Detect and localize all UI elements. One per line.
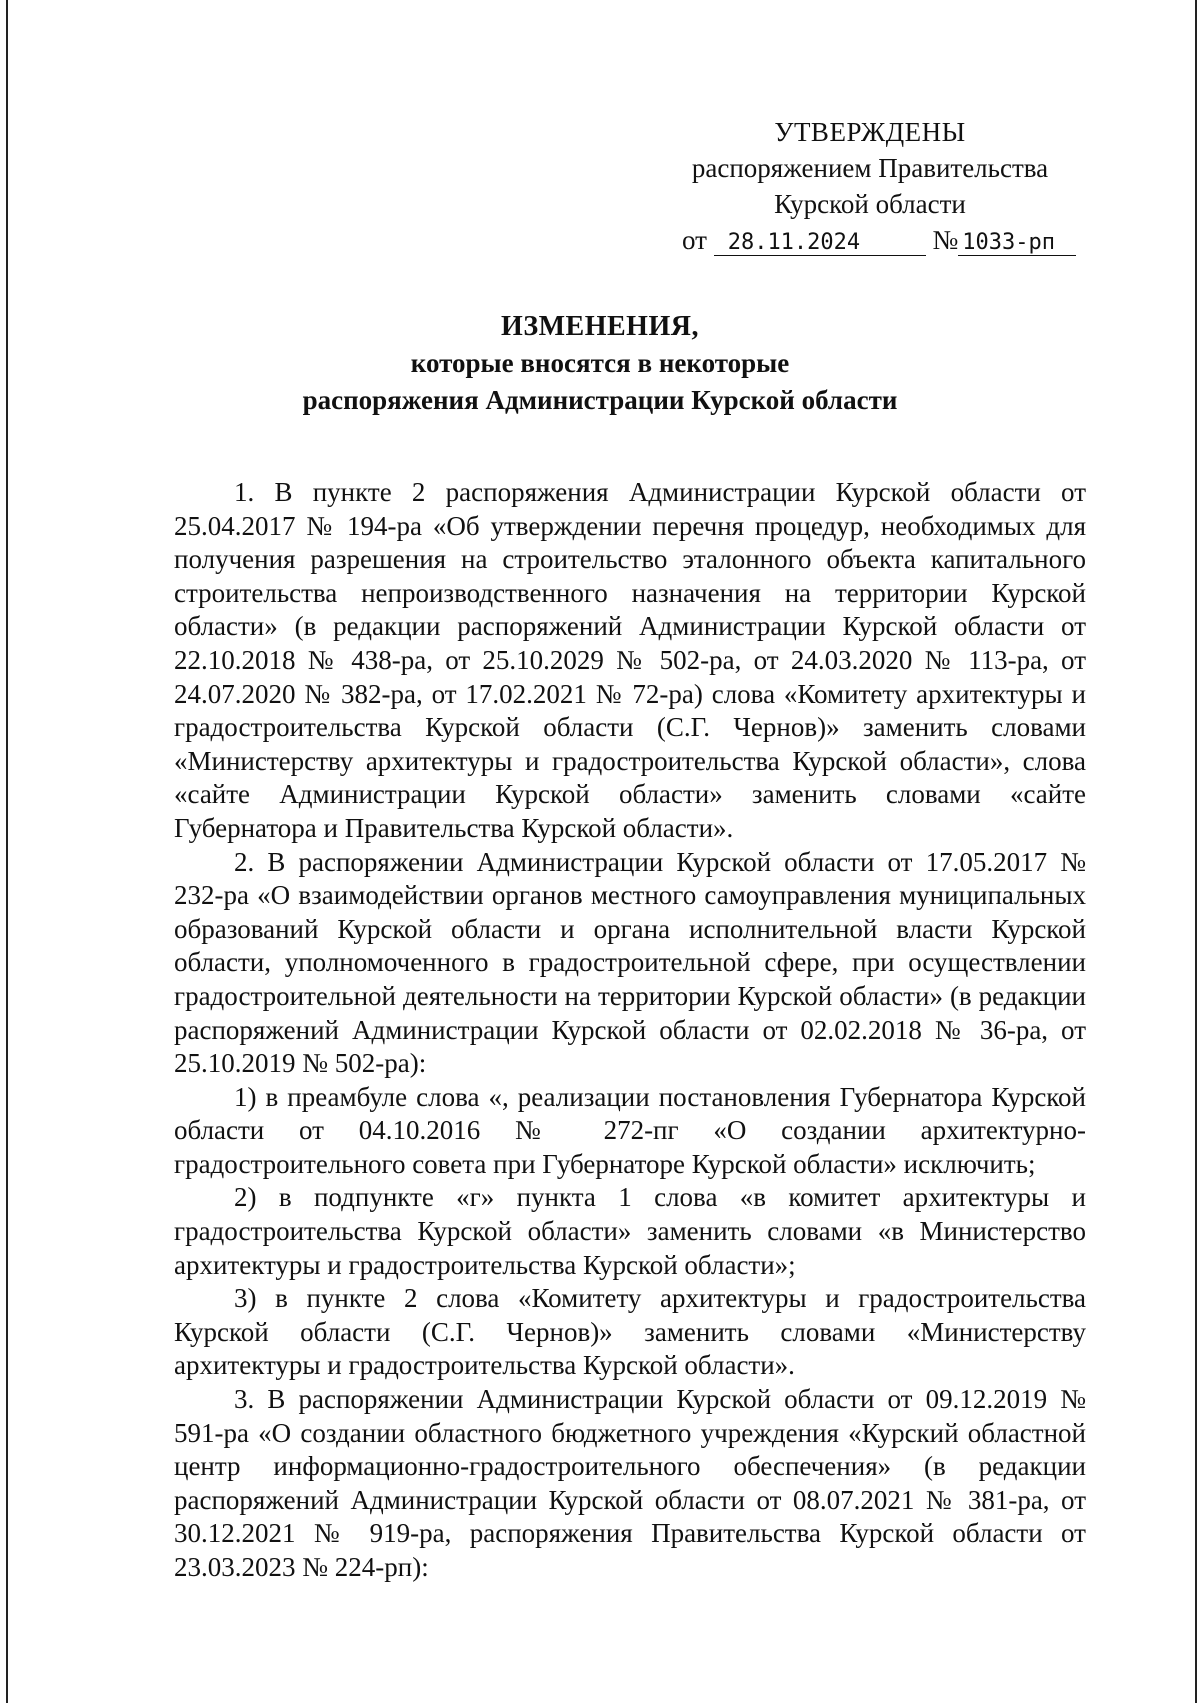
heading-title: ИЗМЕНЕНИЯ, <box>501 311 699 342</box>
paragraph-item-2: 2. В распоряжении Администрации Курской области от 17.05.2017 № 232-ра «О взаимодействии органов местного самоуправления муниципальных образований Курской области и органа исполнительной власти Курской области, уполномоченного в градостроительной сфере, при осуществлении градостроительной деятельности на территории Курской области» (в редакции распоряжений Администрации Курской области от 02.02.2018 № 36-ра, от 25.10.2019 № 502-ра): <box>174 846 1086 1079</box>
approval-line-2: распоряжением Правительства <box>691 153 1049 183</box>
date-prefix: от <box>682 225 707 255</box>
paragraph-subitem-1: 1) в преамбуле слова «, реализации постановления Губернатора Курской области от 04.10.2016 № 272-пг «О создании архитектурно-градостроительного совета при Губернаторе Курской области» исключить; <box>174 1081 1086 1179</box>
approval-number: 1033-рп <box>958 231 1076 256</box>
document-body <box>174 476 1086 1585</box>
number-prefix: № <box>932 225 959 255</box>
paragraph-item-1: 1. В пункте 2 распоряжения Администрации Курской области от 25.04.2017 № 194-ра «Об утверждении перечня процедур, необходимых для получения разрешения на строительство эталонного объекта капитального строительства непроизводственного назначения на территории Курской области» (в редакции распоряжений Администрации Курской области от 22.10.2018 № 438-ра, от 25.10.2029 № 502-ра, от 24.03.2020 № 113-ра, от 24.07.2020 № 382-ра, от 17.02.2021 № 72-ра) слова «Комитету архитектуры и градостроительства Курской области (С.Г. Чернов)» заменить словами «Министерству архитектуры и градостроительства Курской области», слова «сайте Администрации Курской области» заменить словами «сайте Губернатора и Правительства Курской области». <box>174 477 1086 843</box>
approval-date-line <box>660 222 1080 258</box>
heading-subtitle-line-1: которые вносятся в некоторые <box>410 348 790 378</box>
scan-edge-right <box>1195 0 1197 1703</box>
paragraph-subitem-2: 2) в подпункте «г» пункта 1 слова «в комитет архитектуры и градостроительства Курской области» заменить словами «в Министерство архитектуры и градостроительства Курской области»; <box>174 1182 1086 1280</box>
approval-date: 28.11.2024 <box>714 231 926 256</box>
document-heading <box>0 308 1200 419</box>
heading-subtitle-line-2: распоряжения Администрации Курской области <box>302 385 898 415</box>
paragraph-item-3: 3. В распоряжении Администрации Курской области от 09.12.2019 № 591-ра «О создании областного бюджетного учреждения «Курский областной центр информационно-градостроительного обеспечения» (в редакции распоряжений Администрации Курской области от 08.07.2021 № 381-ра, от 30.12.2021 № 919-ра, распоряжения Правительства Курской области от 23.03.2023 № 224-рп): <box>174 1384 1086 1582</box>
approval-block <box>660 114 1080 258</box>
approval-title: УТВЕРЖДЕНЫ <box>774 117 966 147</box>
scan-edge-left <box>6 0 8 1703</box>
approval-line-3: Курской области <box>774 189 966 219</box>
paragraph-subitem-3: 3) в пункте 2 слова «Комитету архитектуры и градостроительства Курской области (С.Г. Чернов)» заменить словами «Министерству архитектуры и градостроительства Курской области». <box>174 1283 1086 1381</box>
